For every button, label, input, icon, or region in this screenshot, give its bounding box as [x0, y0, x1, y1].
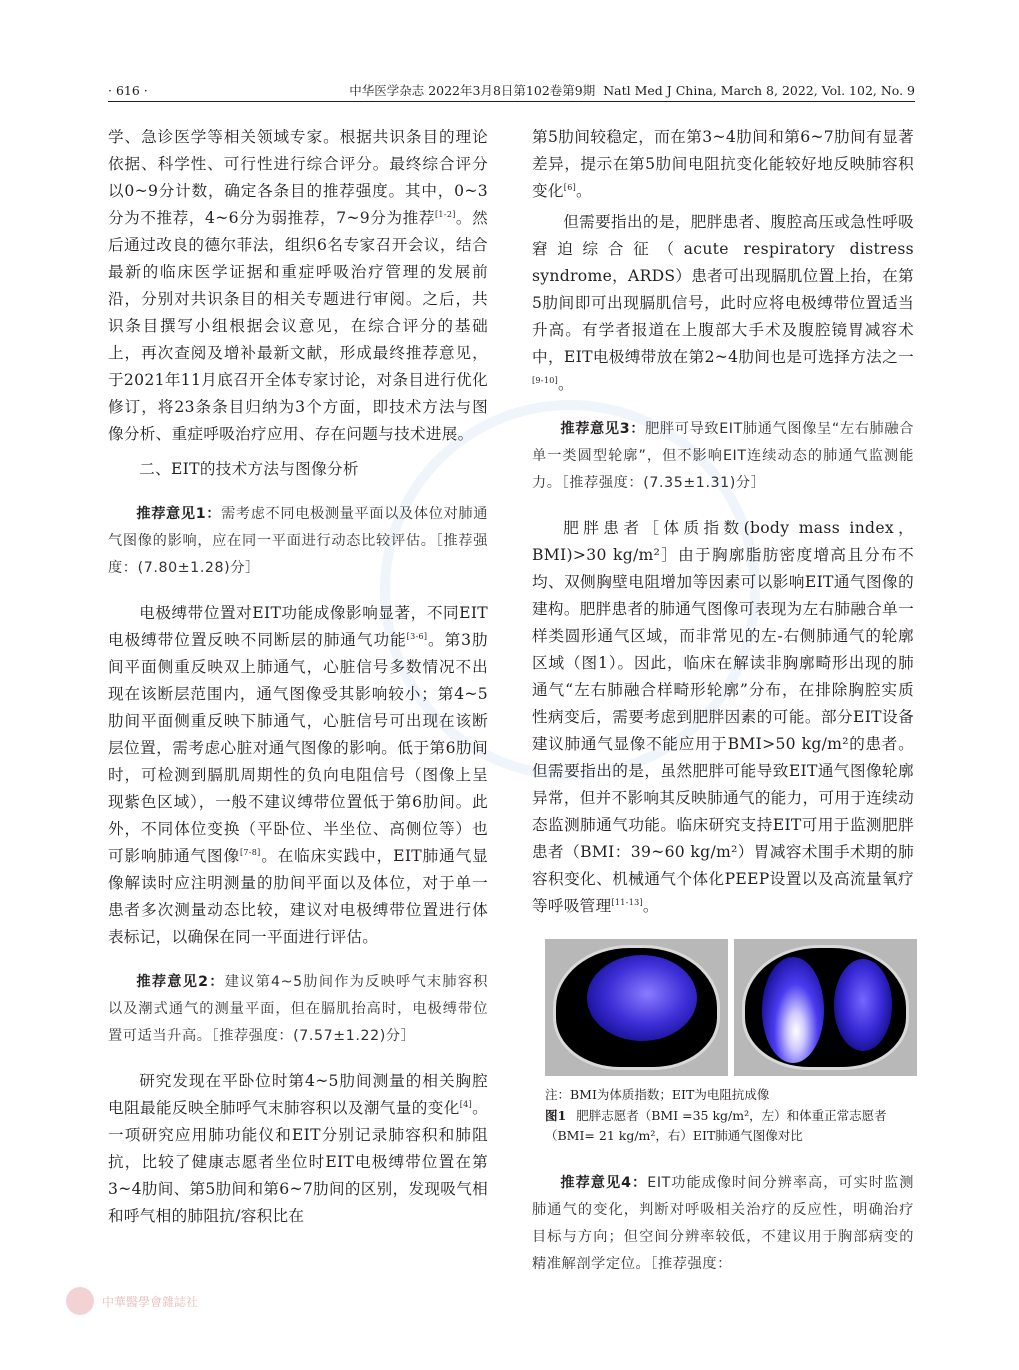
recommendation-2: 推荐意见2：建议第4~5肋间作为反映呼气末肺容积以及潮式通气的测量平面，但在膈肌抬高时，电极缚带位置可适当升高。［推荐强度：(7.57±1.22)分］: [108, 974, 488, 1044]
paragraph: 肥胖患者［体质指数(body mass index，BMI)>30 kg/m²］由于胸廓脂肪密度增高且分布不均、双侧胸壁电阻增加等因素可以影响EIT通气图像的建构。肥胖患者的肺通气图像可表现为左右肺融合单一样类圆形通气区域，而非常见的左-右侧肺通气的轮廓区域（图1）。因此，临床在解读非胸廓畸形出现的肺通气“左右肺融合样畸形轮廓”分布，在排除胸腔实质性病变后，需要考虑到肥胖因素的可能。部分EIT设备建议肺通气显像不能应用于BMI>50 kg/m²的患者。但需要指出的是，虽然肥胖可能导致EIT通气图像轮廓异常，但并不影响其反映肺通气的能力，可用于连续动态监测肺通气功能。临床研究支持EIT可用于监测肥胖患者（BMI：39~60 kg/m²）胃减容术围手术期的肺容积变化、机械通气个体化PEEP设置以及高流量氧疗等呼吸管理[11-13]。: [532, 519, 914, 915]
section-heading: 二、EIT的技术方法与图像分析: [139, 460, 359, 478]
publisher-name: 中華醫學會雜誌社: [102, 1295, 199, 1309]
left-column: [108, 124, 488, 1230]
right-column: [532, 124, 914, 920]
eit-image-obese: [545, 939, 728, 1076]
journal-citation: 中华医学杂志 2022年3月8日第102卷第9期 Natl Med J China, March 8, 2022, Vol. 102, No. 9: [349, 83, 915, 98]
paragraph: 学、急诊医学等相关领域专家。根据共识条目的理论依据、科学性、可行性进行综合评分。最终综合评分以0~9分计数，确定各条目的推荐强度。其中，0~3分为不推荐，4~6分为弱推荐，7~9分为推荐[1-2]。然后通过改良的德尔菲法，组织6名专家召开会议，结合最新的临床医学证据和重症呼吸治疗管理的发展前沿，分别对共识条目的相关专题进行审阅。之后，共识条目撰写小组根据会议意见，在综合评分的基础上，再次查阅及增补最新文献，形成最终推荐意见，于2021年11月底召开全体专家讨论，对条目进行优化修订，将23条条目归纳为3个方面，即技术方法与图像分析、重症呼吸治疗应用、存在问题与技术进展。: [108, 128, 488, 443]
paragraph: 但需要指出的是，肥胖患者、腹腔高压或急性呼吸窘迫综合征（acute respiratory distress syndrome，ARDS）患者可出现膈肌位置上抬，在第5肋间即可出现膈肌信号，此时应将电极缚带位置适当升高。有学者报道在上腹部大手术及腹腔镜胃减容术中，EIT电极缚带放在第2~4肋间也是可选择方法之一[9-10]。: [532, 213, 914, 393]
publisher-logo-icon: [66, 1287, 94, 1315]
recommendation-3: 推荐意见3：肥胖可导致EIT肺通气图像呈“左右肺融合单一类圆型轮廓”，但不影响EIT连续动态的肺通气监测能力。［推荐强度：(7.35±1.31)分］: [532, 421, 914, 491]
right-column-continued: [532, 1170, 914, 1296]
running-header: [108, 78, 915, 102]
figure-note: 注：BMI为体质指数；EIT为电阻抗成像: [545, 1087, 770, 1102]
page-number: · 616 ·: [108, 82, 148, 98]
figure-1-eit-images: [545, 939, 917, 1076]
eit-image-normal: [734, 939, 917, 1076]
recommendation-4: 推荐意见4：EIT功能成像时间分辨率高，可实时监测肺通气的变化，判断对呼吸相关治疗的反应性，明确治疗目标与方向；但空间分辨率较低，不建议用于胸部病变的精准解剖学定位。［推荐强度：: [532, 1175, 914, 1272]
recommendation-1: 推荐意见1：需考虑不同电极测量平面以及体位对肺通气图像的影响，应在同一平面进行动态比较评估。［推荐强度：(7.80±1.28)分］: [108, 506, 488, 576]
paragraph: 电极缚带位置对EIT功能成像影响显著，不同EIT电极缚带位置反映不同断层的肺通气功能[3-6]。第3肋间平面侧重反映双上肺通气，心脏信号多数情况不出现在该断层范围内，通气图像受其影响较小；第4~5肋间平面侧重反映下肺通气，心脏信号可出现在该断层位置，需考虑心脏对通气图像的影响。低于第6肋间时，可检测到膈肌周期性的负向电阻信号（图像上呈现紫色区域），一般不建议缚带位置低于第6肋间。此外，不同体位变换（平卧位、半坐位、高侧位等）也可影响肺通气图像[7-8]。在临床实践中，EIT肺通气显像解读时应注明测量的肋间平面以及体位，对于单一患者多次测量动态比较，建议对电极缚带位置进行体表标记，以确保在同一平面进行评估。: [108, 604, 488, 946]
figure-caption: 图1 肥胖志愿者（BMI =35 kg/m²，左）和体重正常志愿者（BMI= 21 kg/m²，右）EIT肺通气图像对比: [545, 1108, 887, 1143]
paragraph: 研究发现在平卧位时第4~5肋间测量的相关胸腔电阻最能反映全肺呼气末肺容积以及潮气量的变化[4]。一项研究应用肺功能仪和EIT分别记录肺容积和肺阻抗，比较了健康志愿者坐位时EIT电极缚带位置在第3~4肋间、第5肋间和第6~7肋间的区别，发现吸气相和呼气相的肺阻抗/容积比在: [108, 1072, 488, 1225]
header-rule: [108, 101, 915, 102]
paragraph: 第5肋间较稳定，而在第3~4肋间和第6~7肋间有显著差异，提示在第5肋间电阻抗变化能较好地反映肺容积变化[6]。: [532, 128, 914, 200]
